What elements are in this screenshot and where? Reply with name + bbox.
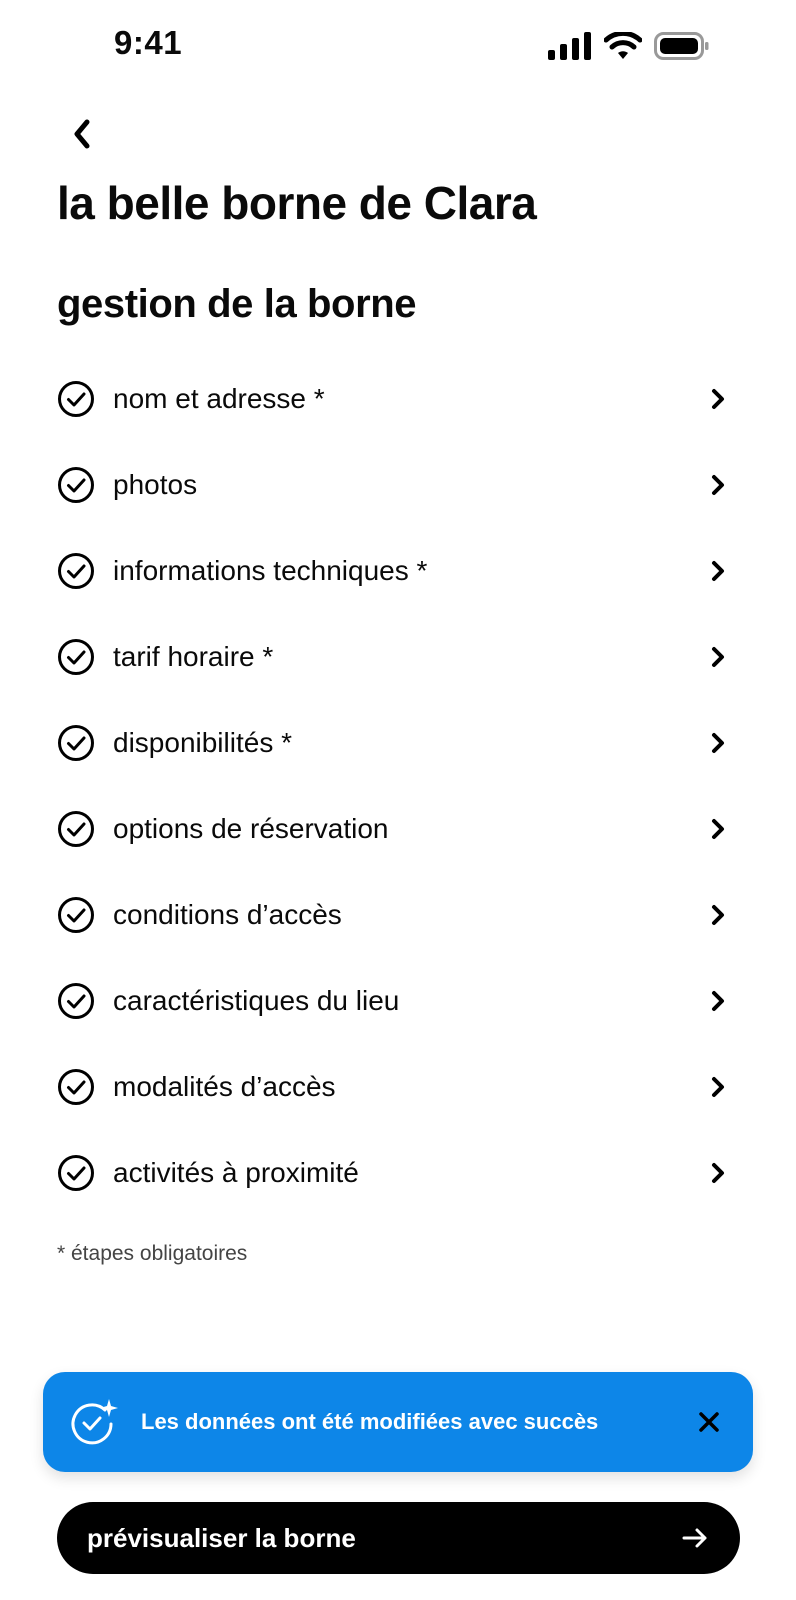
list-item-label: tarif horaire * [113, 641, 274, 672]
preview-button-label: prévisualiser la borne [87, 1522, 356, 1553]
list-item[interactable] [57, 528, 725, 614]
chevron-right-icon [703, 900, 733, 930]
list-item-label: modalités d’accès [113, 1071, 336, 1102]
check-circle-icon [57, 380, 95, 418]
check-circle-icon [57, 982, 95, 1020]
close-icon [698, 1411, 720, 1433]
toast-message: Les données ont été modifiées avec succès [141, 1409, 599, 1434]
list-item-label: photos [113, 469, 198, 500]
list-item[interactable] [57, 958, 725, 1044]
toast-close-button[interactable] [687, 1400, 731, 1444]
status-icons [548, 30, 710, 62]
status-bar [0, 0, 796, 90]
check-circle-icon [57, 810, 95, 848]
list-item-label: nom et adresse * [113, 383, 325, 414]
chevron-right-icon [703, 814, 733, 844]
chevron-right-icon [703, 642, 733, 672]
chevron-right-icon [703, 728, 733, 758]
section-title: gestion de la borne [57, 282, 417, 326]
settings-list [57, 356, 725, 1216]
chevron-right-icon [703, 986, 733, 1016]
status-time: 9:41 [114, 24, 183, 61]
wifi-icon [604, 32, 642, 60]
list-item-label: activités à proximité [113, 1157, 359, 1188]
list-item[interactable] [57, 356, 725, 442]
check-circle-icon [57, 896, 95, 934]
list-item[interactable] [57, 614, 725, 700]
preview-button[interactable] [57, 1502, 740, 1574]
check-circle-icon [57, 552, 95, 590]
page-title: la belle borne de Clara [57, 177, 537, 229]
back-button[interactable] [62, 112, 102, 156]
check-circle-icon [57, 1154, 95, 1192]
list-item[interactable] [57, 1044, 725, 1130]
arrow-right-icon [680, 1523, 710, 1553]
list-item[interactable] [57, 872, 725, 958]
chevron-right-icon [703, 1158, 733, 1188]
chevron-right-icon [703, 556, 733, 586]
signal-icon [548, 32, 592, 60]
check-circle-icon [57, 1068, 95, 1106]
list-item-label: conditions d’accès [113, 899, 342, 930]
chevron-right-icon [703, 470, 733, 500]
check-circle-icon [57, 724, 95, 762]
chevron-right-icon [703, 1072, 733, 1102]
check-circle-icon [57, 466, 95, 504]
list-item[interactable] [57, 700, 725, 786]
battery-icon [654, 32, 710, 60]
list-item-label: options de réservation [113, 813, 389, 844]
list-item-label: caractéristiques du lieu [113, 985, 400, 1016]
sparkle-check-icon [67, 1396, 119, 1448]
check-circle-icon [57, 638, 95, 676]
success-toast [43, 1372, 753, 1472]
chevron-left-icon [72, 119, 92, 149]
chevron-right-icon [703, 384, 733, 414]
list-item-label: disponibilités * [113, 727, 292, 758]
required-steps-note: * étapes obligatoires [57, 1242, 248, 1265]
list-item-label: informations techniques * [113, 555, 428, 586]
list-item[interactable] [57, 442, 725, 528]
list-item[interactable] [57, 786, 725, 872]
list-item[interactable] [57, 1130, 725, 1216]
